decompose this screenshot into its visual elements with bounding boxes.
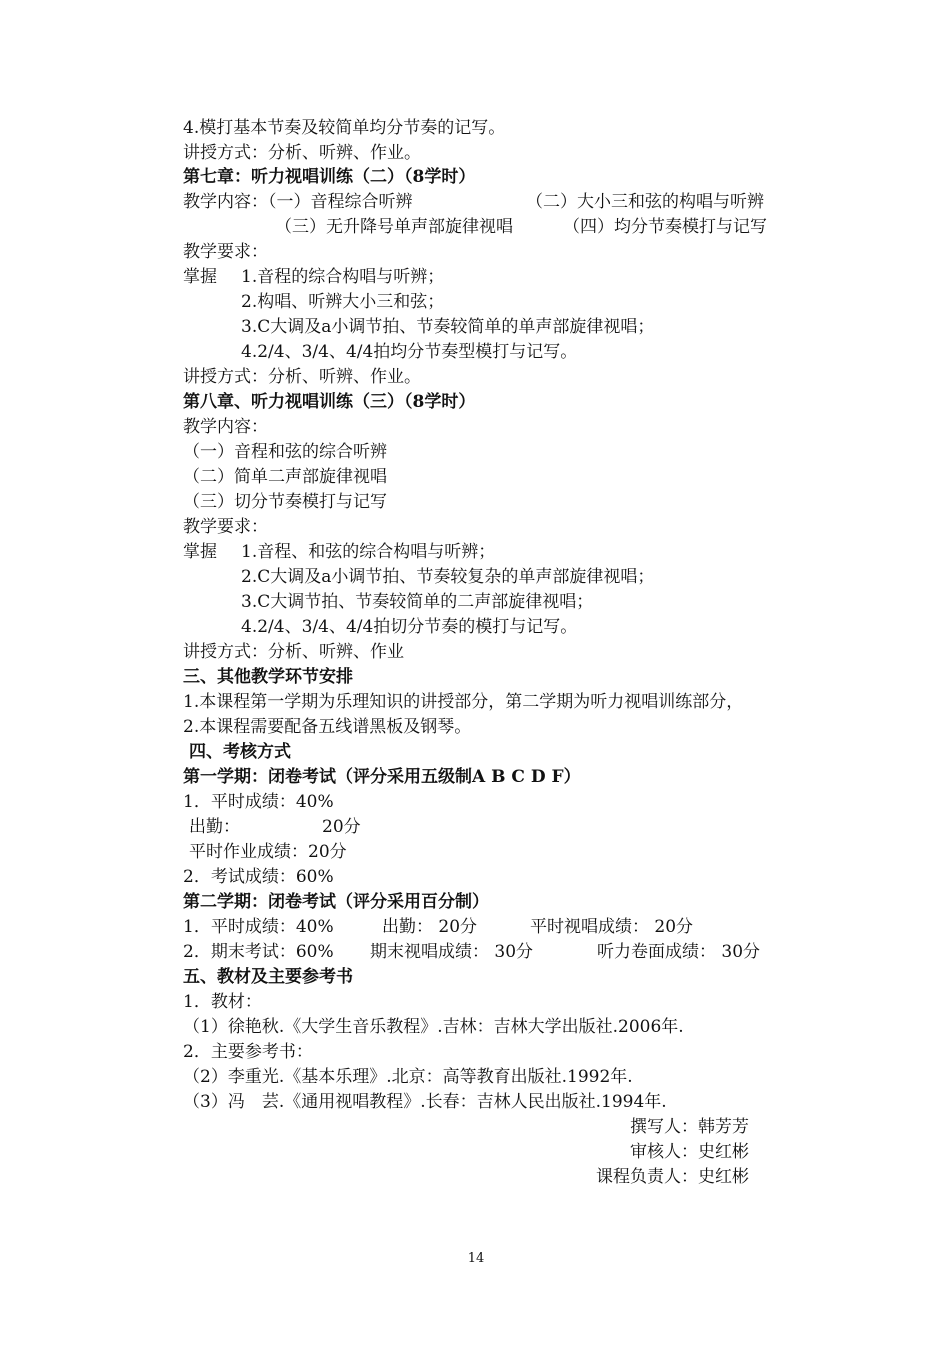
- list-item: （三）切分节奏模打与记写: [183, 492, 387, 512]
- text-line: （三）无升降号单声部旋律视唱: [275, 217, 513, 237]
- text-line: 2．考试成绩：60%: [183, 867, 334, 887]
- section-heading: 三、其他教学环节安排: [183, 667, 353, 687]
- page-number: 14: [467, 1251, 485, 1266]
- text-line: 掌握: [183, 267, 217, 287]
- list-item: 2.C大调及a小调节拍、节奏较复杂的单声部旋律视唱；: [241, 567, 655, 587]
- signature-course-lead: 课程负责人：史红彬: [596, 1167, 749, 1187]
- text-line: 1．平时成绩：40%: [183, 792, 334, 812]
- signature-reviewer: 审核人：史红彬: [630, 1142, 749, 1162]
- signature-writer: 撰写人：韩芳芳: [630, 1117, 749, 1137]
- text-line: 讲授方式：分析、听辨、作业: [183, 642, 404, 662]
- text-line: 出勤： 20分: [382, 917, 478, 937]
- text-line: 1．平时成绩：40%: [183, 917, 334, 937]
- text-line: 教学内容：: [183, 417, 268, 437]
- list-item: 1.音程的综合构唱与听辨；: [241, 267, 445, 287]
- text-line: 教学要求：: [183, 517, 268, 537]
- text-line: 1．教材：: [183, 992, 262, 1012]
- list-item: 3.C大调及a小调节拍、节奏较简单的单声部旋律视唱；: [241, 317, 655, 337]
- text-line: 掌握: [183, 542, 217, 562]
- list-item: 2.构唱、听辨大小三和弦；: [241, 292, 445, 312]
- reference-item: （2）李重光.《基本乐理》.北京：高等教育出版社.1992年.: [183, 1067, 633, 1087]
- text-line: 期末视唱成绩： 30分: [370, 942, 534, 962]
- reference-item: （3）冯 芸.《通用视唱教程》.长春：吉林人民出版社.1994年.: [183, 1092, 667, 1112]
- text-line: 2．期末考试：60%: [183, 942, 334, 962]
- text-line: 教学要求：: [183, 242, 268, 262]
- text-line: 2.本课程需要配备五线谱黑板及钢琴。: [183, 717, 472, 737]
- text-line: 讲授方式：分析、听辨、作业。: [183, 367, 421, 387]
- text-line: 讲授方式：分析、听辨、作业。: [183, 143, 421, 163]
- list-item: （一）音程和弦的综合听辨: [183, 442, 387, 462]
- section-heading: 五、教材及主要参考书: [183, 967, 353, 987]
- text-line: （二）大小三和弦的构唱与听辨: [526, 192, 764, 212]
- subsection-heading: 第一学期：闭卷考试（评分采用五级制A B C D F）: [183, 767, 581, 787]
- subsection-heading: 第二学期：闭卷考试（评分采用百分制）: [183, 892, 489, 912]
- text-line: （四）均分节奏模打与记写: [563, 217, 767, 237]
- chapter-heading: 第八章、听力视唱训练（三）（8学时）: [183, 392, 476, 412]
- text-line: 平时视唱成绩： 20分: [530, 917, 694, 937]
- text-line: 1.本课程第一学期为乐理知识的讲授部分，第二学期为听力视唱训练部分，: [183, 692, 744, 712]
- text-line: 4.模打基本节奏及较简单均分节奏的记写。: [183, 118, 506, 138]
- text-line: 教学内容：（一）音程综合听辨: [183, 192, 413, 212]
- list-item: 1.音程、和弦的综合构唱与听辨；: [241, 542, 496, 562]
- list-item: 4.2/4、3/4、4/4拍切分节奏的模打与记写。: [241, 617, 578, 637]
- list-item: 4.2/4、3/4、4/4拍均分节奏型模打与记写。: [241, 342, 578, 362]
- text-line: 听力卷面成绩： 30分: [597, 942, 761, 962]
- text-line: 2．主要参考书：: [183, 1042, 313, 1062]
- chapter-heading: 第七章：听力视唱训练（二）（8学时）: [183, 167, 476, 187]
- list-item: （二）简单二声部旋律视唱: [183, 467, 387, 487]
- text-line: 20分: [322, 817, 361, 837]
- text-line: 出勤：: [189, 817, 240, 837]
- text-line: 平时作业成绩：20分: [189, 842, 347, 862]
- section-heading: 四、考核方式: [189, 742, 291, 762]
- reference-item: （1）徐艳秋.《大学生音乐教程》.吉林：吉林大学出版社.2006年.: [183, 1017, 684, 1037]
- list-item: 3.C大调节拍、节奏较简单的二声部旋律视唱；: [241, 592, 594, 612]
